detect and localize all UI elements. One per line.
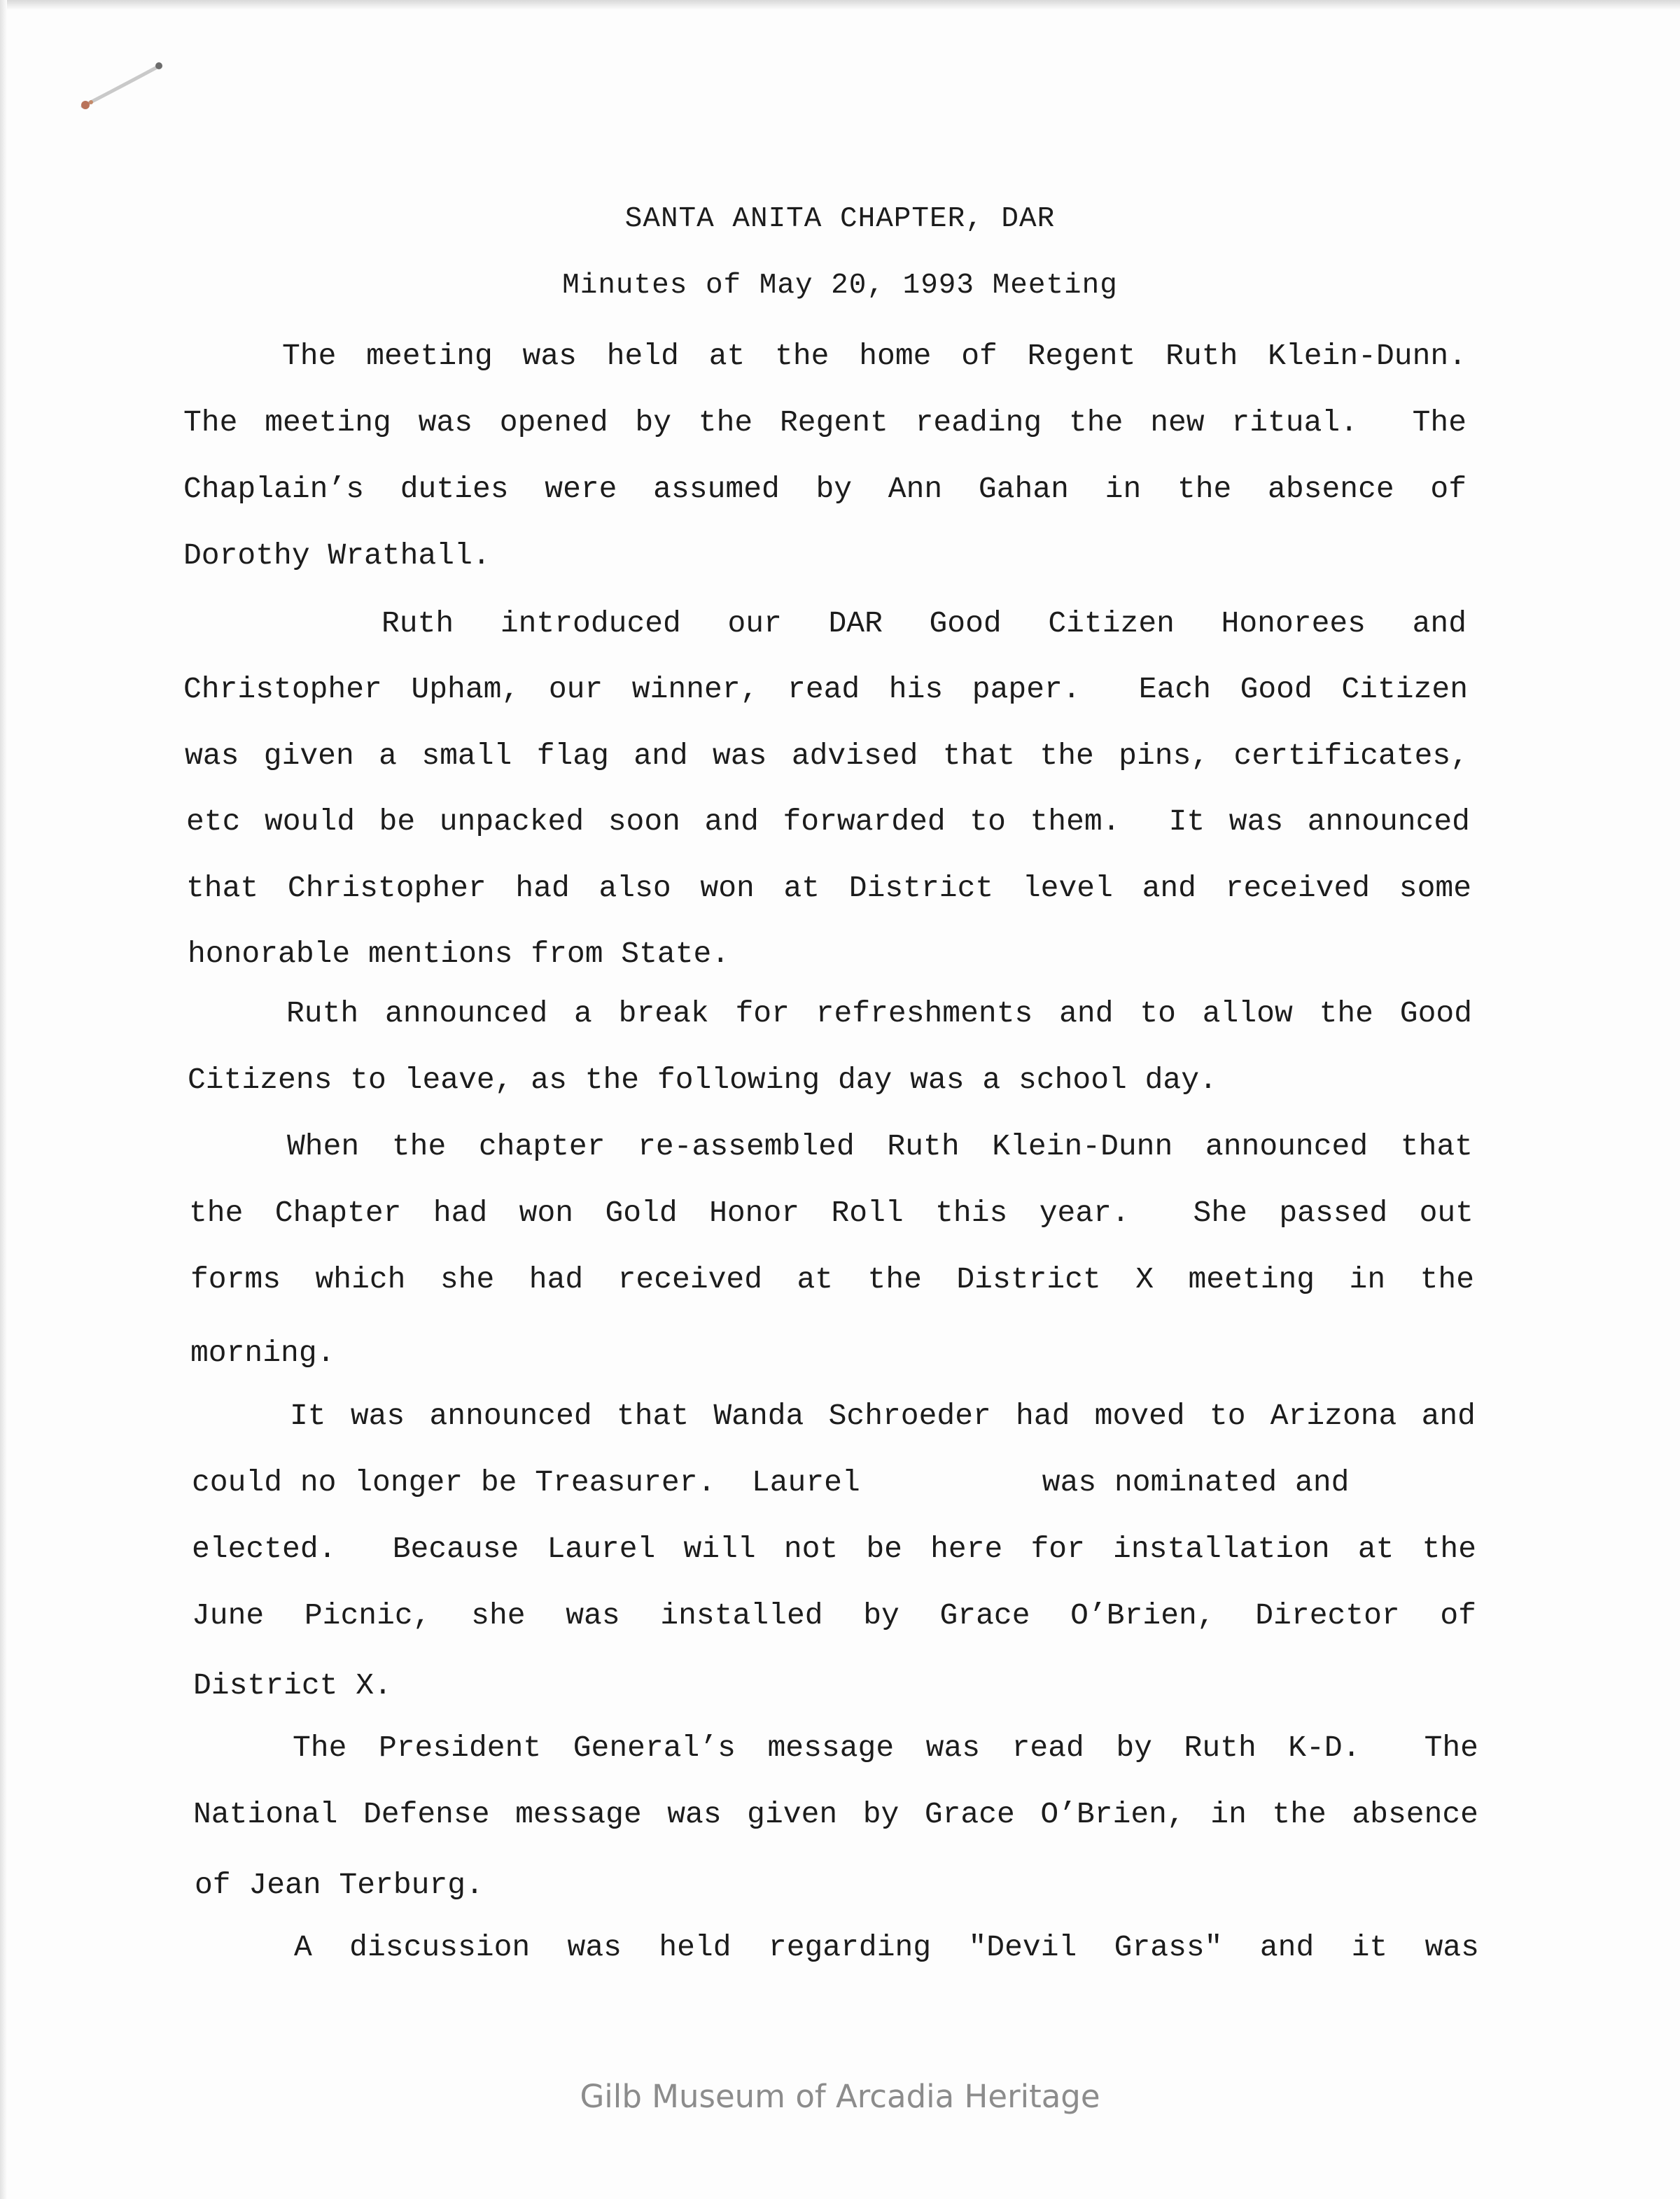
text-line: The meeting was opened by the Regent reading the new ritual. The (183, 405, 1466, 440)
text-line: The President General’s message was read by Ruth K-D. The (293, 1731, 1478, 1765)
scan-edge-left (0, 0, 7, 2199)
text-fragment: could no longer be Treasurer. Laurel (192, 1465, 860, 1500)
text-line: District X. (193, 1668, 392, 1703)
text-line: The meeting was held at the home of Regent Ruth Klein-Dunn. (282, 339, 1466, 373)
text-line: A discussion was held regarding "Devil Grass" and it was (294, 1930, 1479, 1964)
text-line: Chaplain’s duties were assumed by Ann Gahan in the absence of (183, 472, 1466, 506)
text-line: forms which she had received at the District X meeting in the (190, 1262, 1474, 1297)
document-subtitle: Minutes of May 20, 1993 Meeting (562, 270, 1118, 302)
footer-watermark: Gilb Museum of Arcadia Heritage (580, 2078, 1100, 2115)
text-line: of Jean Terburg. (195, 1868, 484, 1902)
paper-blemish-mark (70, 56, 175, 119)
text-line: It was announced that Wanda Schroeder had moved to Arizona and (290, 1399, 1476, 1433)
document-title: SANTA ANITA CHAPTER, DAR (624, 203, 1056, 235)
text-line: morning. (190, 1336, 335, 1370)
text-line: elected. Because Laurel will not be here for installation at the (192, 1532, 1476, 1566)
text-line: National Defense message was given by Grace O’Brien, in the absence (193, 1797, 1478, 1831)
text-line: Citizens to leave, as the following day was a school day. (188, 1063, 1217, 1097)
text-line: Christopher Upham, our winner, read his paper. Each Good Citizen (183, 672, 1468, 706)
text-line: Ruth introduced our DAR Good Citizen Honorees and (382, 606, 1466, 641)
text-line: was given a small flag and was advised that the pins, certificates, (185, 739, 1469, 773)
text-line: When the chapter re-assembled Ruth Klein-Dunn announced that (287, 1129, 1473, 1164)
text-line: that Christopher had also won at District level and received some (186, 871, 1471, 905)
text-line: Ruth announced a break for refreshments and to allow the Good (286, 996, 1472, 1031)
text-line: the Chapter had won Gold Honor Roll this year. She passed out (189, 1196, 1474, 1230)
text-fragment: was nominated and (1042, 1465, 1350, 1500)
text-line: honorable mentions from State. (188, 937, 730, 971)
text-line: etc would be unpacked soon and forwarded to them. It was announced (186, 804, 1470, 839)
text-line-with-gap (192, 1465, 1349, 1500)
text-line: Dorothy Wrathall. (183, 538, 491, 573)
text-line: June Picnic, she was installed by Grace O’Brien, Director of (192, 1598, 1476, 1633)
scan-edge (0, 0, 1680, 10)
